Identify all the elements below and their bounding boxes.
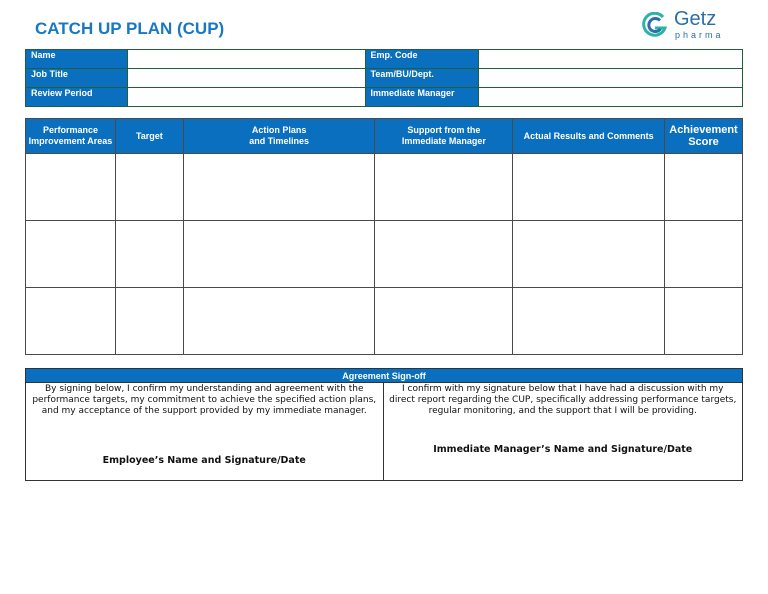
cell-score[interactable] bbox=[664, 288, 742, 355]
table-row bbox=[26, 288, 743, 355]
cell-target[interactable] bbox=[115, 288, 183, 355]
manager-field[interactable] bbox=[479, 88, 743, 107]
name-label: Name bbox=[26, 50, 128, 69]
employee-statement: By signing below, I confirm my understanding and agreement with the performance targets, my commitment to achieve the specified action plans, and my acceptance of the support provided by my immediate manager. bbox=[32, 384, 377, 416]
name-field[interactable] bbox=[127, 50, 365, 69]
review-period-label: Review Period bbox=[26, 88, 128, 107]
table-row bbox=[26, 221, 743, 288]
cell-results[interactable] bbox=[513, 288, 665, 355]
cell-support[interactable] bbox=[375, 221, 513, 288]
cell-area[interactable] bbox=[26, 221, 116, 288]
employee-signature-caption: Employee’s Name and Signature/Date bbox=[102, 455, 306, 466]
improvement-plan-table bbox=[25, 118, 743, 355]
cell-support[interactable] bbox=[375, 288, 513, 355]
cell-target[interactable] bbox=[115, 154, 183, 221]
cell-score[interactable] bbox=[664, 221, 742, 288]
cell-results[interactable] bbox=[513, 154, 665, 221]
logo-name: Getz bbox=[674, 8, 717, 30]
getz-logo-icon bbox=[642, 12, 668, 38]
emp-code-field[interactable] bbox=[479, 50, 743, 69]
logo-subtitle: pharma bbox=[675, 30, 724, 40]
employee-info-table bbox=[25, 49, 743, 107]
team-label: Team/BU/Dept. bbox=[365, 69, 479, 88]
manager-label: Immediate Manager bbox=[365, 88, 479, 107]
cell-area[interactable] bbox=[26, 154, 116, 221]
cell-support[interactable] bbox=[375, 154, 513, 221]
employee-signoff-cell[interactable] bbox=[26, 383, 384, 481]
header-support-line1: Support from the bbox=[407, 125, 481, 135]
header-improvement-areas: Performance Improvement Areas bbox=[26, 119, 116, 154]
header-support bbox=[375, 119, 513, 154]
review-period-field[interactable] bbox=[127, 88, 365, 107]
header-achievement-score: Achievement Score bbox=[664, 119, 742, 154]
info-row bbox=[26, 50, 743, 69]
cell-score[interactable] bbox=[664, 154, 742, 221]
team-field[interactable] bbox=[479, 69, 743, 88]
manager-signature-caption: Immediate Manager’s Name and Signature/Date bbox=[433, 444, 693, 455]
cell-action[interactable] bbox=[183, 221, 375, 288]
header-target: Target bbox=[115, 119, 183, 154]
job-title-field[interactable] bbox=[127, 69, 365, 88]
header-action-plans bbox=[183, 119, 375, 154]
plan-header-row bbox=[26, 119, 743, 154]
signoff-title: Agreement Sign-off bbox=[26, 369, 743, 383]
agreement-signoff-table bbox=[25, 368, 743, 481]
info-row bbox=[26, 69, 743, 88]
header-action-plans-line2: and Timelines bbox=[249, 136, 310, 146]
cell-action[interactable] bbox=[183, 288, 375, 355]
manager-statement: I confirm with my signature below that I have had a discussion with my direct report regarding the CUP, specifically addressing performance targets, regular monitoring, and the support that I will be providing. bbox=[389, 384, 737, 416]
header-actual-results: Actual Results and Comments bbox=[513, 119, 665, 154]
job-title-label: Job Title bbox=[26, 69, 128, 88]
cell-area[interactable] bbox=[26, 288, 116, 355]
header-action-plans-line1: Action Plans bbox=[251, 125, 307, 135]
header-support-line2: Immediate Manager bbox=[401, 136, 486, 146]
emp-code-label: Emp. Code bbox=[365, 50, 479, 69]
cell-target[interactable] bbox=[115, 221, 183, 288]
cell-results[interactable] bbox=[513, 221, 665, 288]
table-row bbox=[26, 154, 743, 221]
manager-signoff-cell[interactable] bbox=[383, 383, 743, 481]
company-logo bbox=[642, 8, 734, 41]
cell-action[interactable] bbox=[183, 154, 375, 221]
page-title: CATCH UP PLAN (CUP) bbox=[35, 19, 225, 38]
info-row bbox=[26, 88, 743, 107]
